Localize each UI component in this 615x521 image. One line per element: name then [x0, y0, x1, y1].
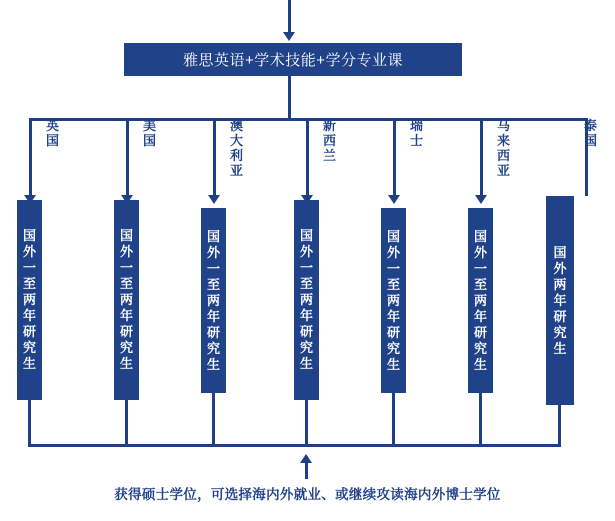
country-label-1: 英国	[46, 118, 60, 148]
country-label-4: 新西兰	[323, 118, 337, 163]
footer-arrowhead	[300, 454, 312, 463]
branch-connector-6	[480, 118, 483, 200]
program-box-1[interactable]	[17, 200, 42, 400]
program-box-label-3: 国外一至两年研究生	[206, 228, 220, 372]
country-label-6: 马来西亚	[497, 118, 511, 178]
top-stem	[288, 76, 291, 118]
program-box-label-2: 国外一至两年研究生	[119, 228, 133, 371]
merge-connector-4	[305, 400, 308, 444]
country-label-5: 瑞士	[410, 118, 424, 148]
merge-connector-7	[558, 405, 561, 444]
branch-arrowhead-5	[388, 195, 400, 204]
program-box-4[interactable]	[294, 200, 319, 400]
branch-connector-3	[213, 118, 216, 200]
merge-connector-3	[212, 393, 215, 444]
merge-connector-1	[28, 400, 31, 444]
country-label-3: 澳大利亚	[230, 118, 244, 178]
entry-connector	[288, 0, 291, 34]
merge-connector-5	[392, 393, 395, 444]
country-label-2: 美国	[143, 118, 157, 148]
program-box-label-5: 国外一至两年研究生	[386, 228, 400, 372]
branch-connector-4	[306, 118, 309, 200]
program-box-label-6: 国外一至两年研究生	[473, 228, 487, 372]
branch-connector-1	[29, 118, 32, 200]
program-box-7[interactable]	[546, 196, 574, 405]
merge-bar	[28, 444, 561, 447]
branch-connector-5	[393, 118, 396, 200]
program-box-6[interactable]	[468, 208, 493, 393]
top-node-label: 雅思英语+学术技能+学分专业课	[182, 52, 404, 69]
merge-connector-6	[479, 393, 482, 444]
entry-arrowhead	[283, 32, 295, 41]
program-box-label-4: 国外一至两年研究生	[299, 228, 313, 371]
branch-arrowhead-3	[208, 195, 220, 204]
top-node[interactable]	[124, 43, 462, 76]
branch-connector-2	[126, 118, 129, 200]
merge-connector-2	[125, 400, 128, 444]
program-box-label-7: 国外两年研究生	[553, 244, 567, 356]
program-box-3[interactable]	[201, 208, 226, 393]
footer-label: 获得硕士学位，可选择海内外就业、或继续攻读海内外博士学位	[114, 487, 501, 502]
footer-connector	[305, 463, 308, 479]
branch-arrowhead-6	[475, 195, 487, 204]
country-label-7: 泰国	[584, 118, 598, 148]
program-box-label-1: 国外一至两年研究生	[22, 228, 36, 371]
program-box-5[interactable]	[381, 208, 406, 393]
program-box-2[interactable]	[114, 200, 139, 400]
